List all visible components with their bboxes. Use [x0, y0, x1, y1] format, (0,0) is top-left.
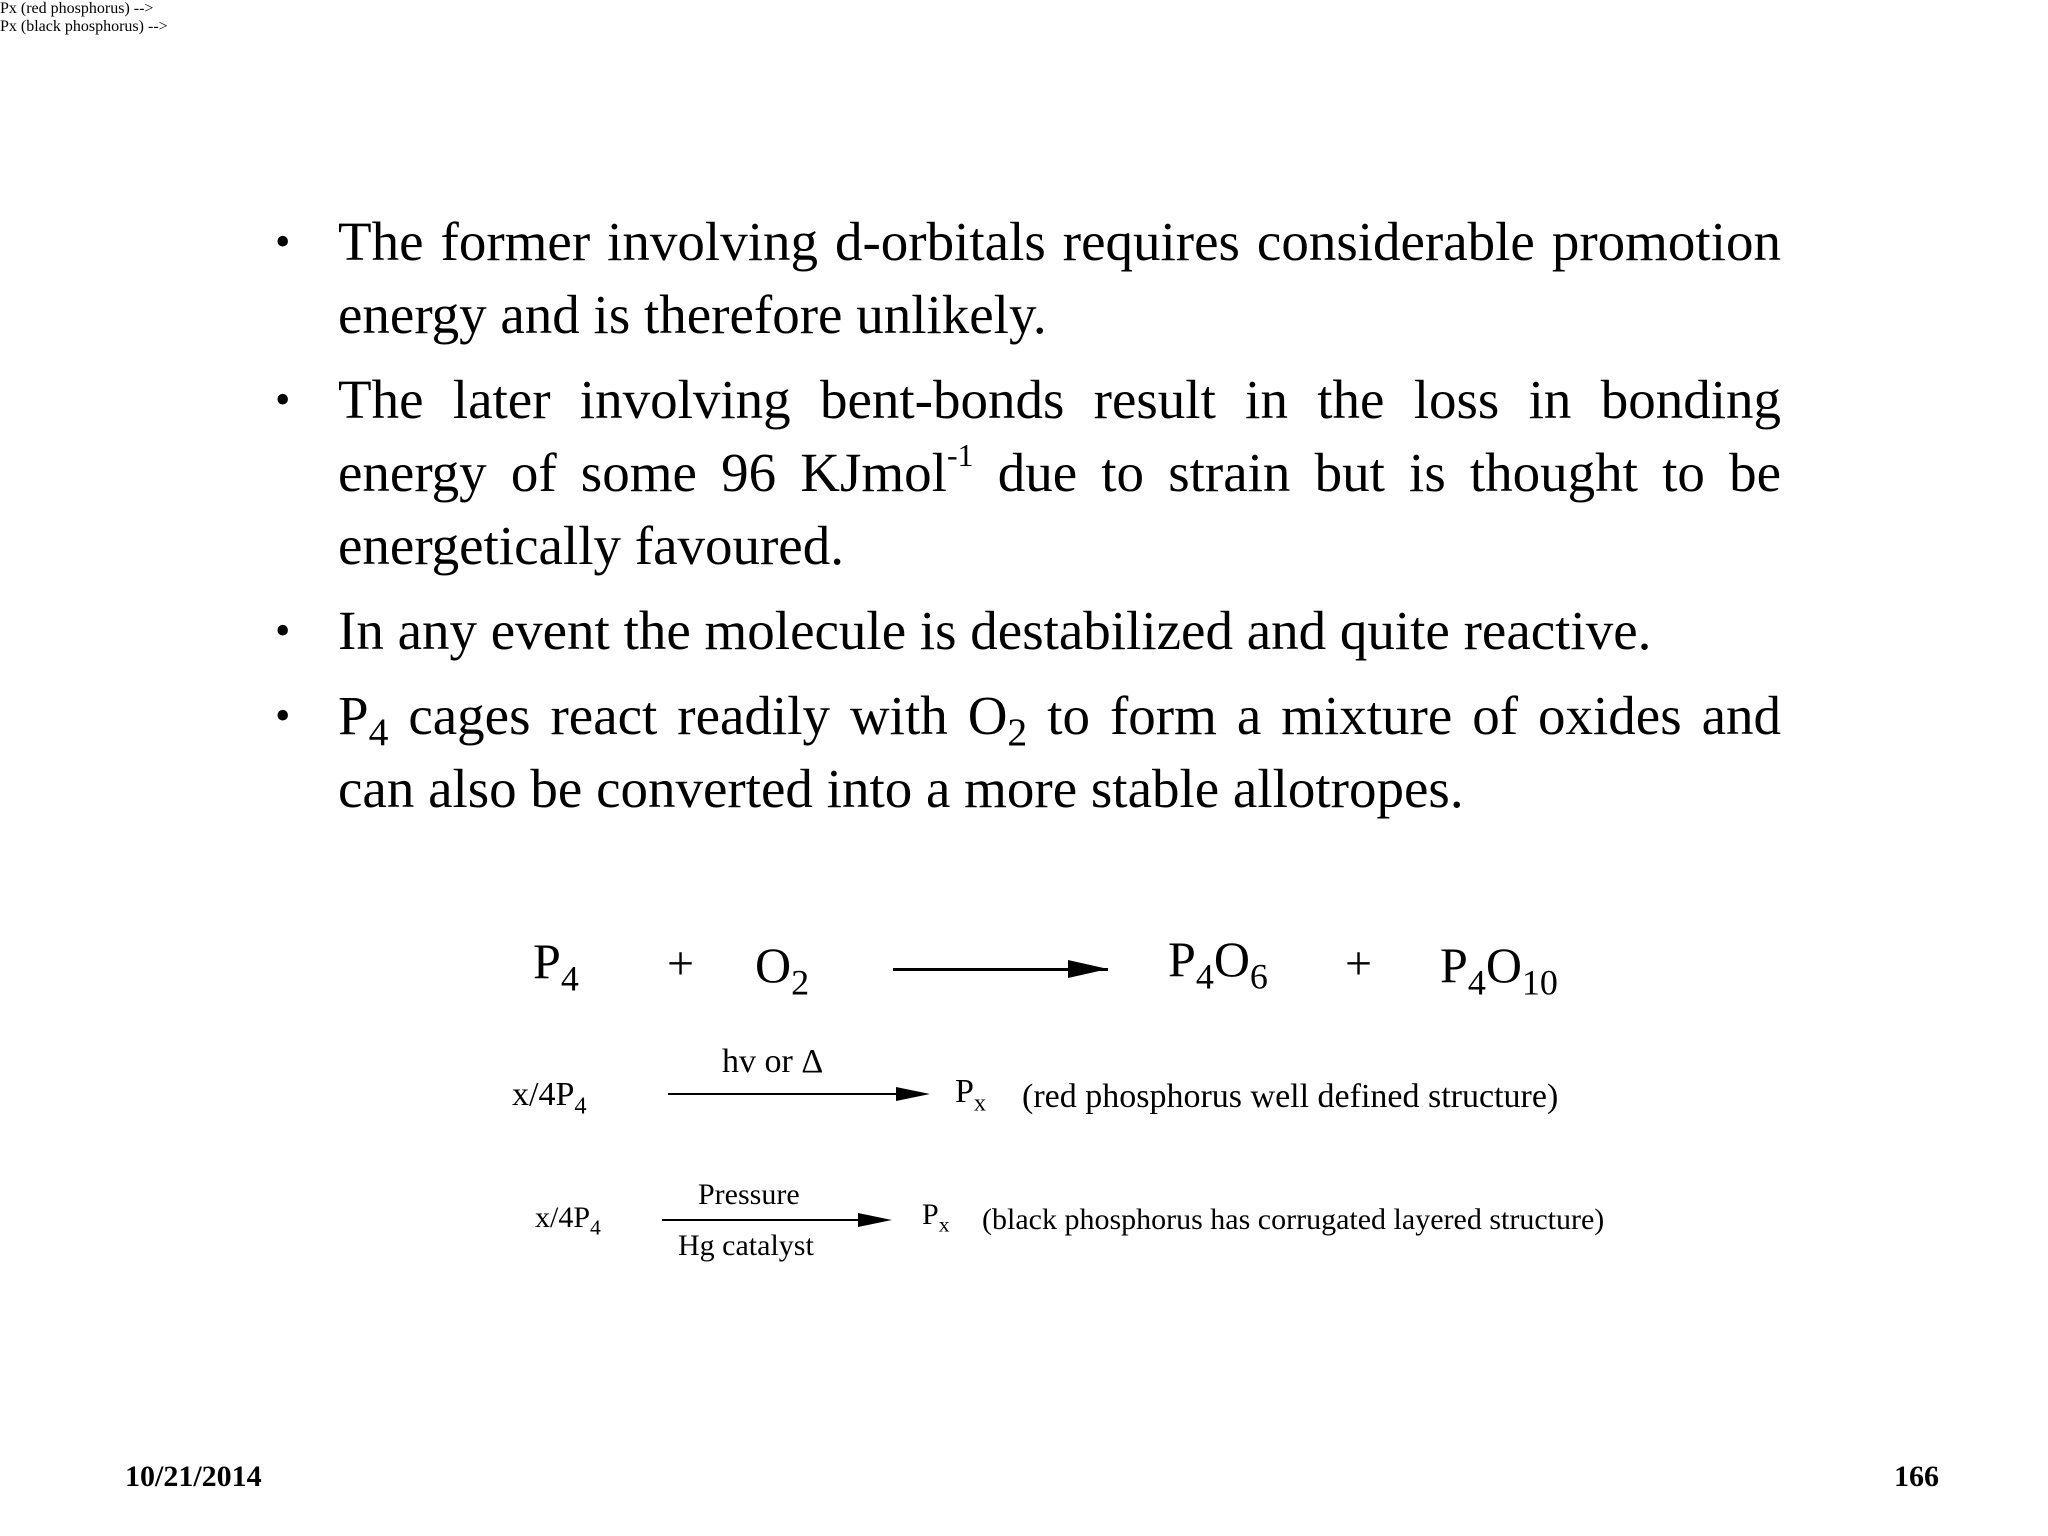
bullet-marker: • [275, 606, 291, 655]
reaction-arrow-head [896, 1087, 930, 1101]
product-note: (black phosphorus has corrugated layered structure) [982, 1203, 1605, 1236]
slide: • The former involving d-orbitals requires considerable promotion energy and is therefore unlikely. • The later involving bent-bonds result in the loss in bonding energy of some 96 KJmol$^{-1}$ due to strain but is thought to be energetically favoured. • In any event the molecule is destabilized and quite reactive. • $P_4$ cages react readily with $O_2$ to form a mixture of oxides and can also be converted into a more stable allotropes. $P_4$ + $O_2$ $P_4O_6$ + $P_4O_{10}$ Px (red phosphorus) --> $x/4P_4$ hv or Δ $P_x$ (red phosphorus well defined structure) Px (black phosphorus) --> $x/4P_4$ Pressure Hg catalyst $P_x$ (black phosphorus has corrugated layered structure) 10/21/2014 166 [0, 0, 1939, 1493]
bullet-list [275, 205, 1781, 837]
reaction-arrow-head [858, 1213, 892, 1227]
product-p4o6: $P_4O_6$ [1168, 931, 1268, 997]
bullet-marker: • [275, 217, 291, 266]
bullet-text: The former involving d-orbitals requires considerable promotion energy and is therefore unlikely. [338, 211, 1781, 345]
footer-date: 10/21/2014 [125, 1460, 262, 1493]
reactant-x4p4: $x/4P_4$ [535, 1201, 601, 1240]
bullet-text: cages react readily with O [388, 685, 1008, 746]
reactant-p4: $P_4$ [533, 933, 579, 999]
bullet-text: In any event the molecule is destabilized and quite reactive. [338, 600, 1652, 661]
bullet-text: due to strain but is thought to be energetically favoured. [338, 442, 1781, 576]
bullet-item [275, 205, 1781, 351]
bullet-item [275, 363, 1781, 582]
plus-sign: + [1345, 937, 1373, 990]
product-p4o10: $P_4O_{10}$ [1440, 937, 1558, 1003]
reaction-condition: hv or Δ [722, 1043, 824, 1080]
product-note: (red phosphorus well defined structure) [1022, 1078, 1559, 1115]
bullet-marker: • [275, 691, 291, 740]
bullet-text: The later involving bent-bonds result in the loss in bonding energy of some 96 KJmol [338, 369, 1781, 503]
product-px: $P_x$ [922, 1198, 950, 1237]
reaction-arrow-head [1068, 960, 1108, 978]
reaction-condition-top: Pressure [698, 1178, 800, 1211]
bullet-marker: • [275, 375, 291, 424]
superscript: -1 [946, 438, 974, 474]
reaction-arrow-line [668, 1093, 898, 1095]
plus-sign: + [667, 937, 695, 990]
subscript: 2 [1007, 710, 1028, 755]
reaction-arrow-line [662, 1219, 862, 1221]
reactant-x4p4: $x/4P_4$ [512, 1076, 587, 1120]
reaction-condition-bottom: Hg catalyst [678, 1229, 814, 1262]
product-px: $P_x$ [955, 1073, 987, 1117]
bullet-text: to form a mixture of oxides and can also be converted into a more stable allotropes. [338, 685, 1782, 819]
reactant-o2: $O_2$ [755, 937, 810, 1003]
subscript: 4 [368, 710, 389, 755]
bullet-item [275, 679, 1781, 825]
bullet-item [275, 594, 1781, 667]
bullet-text: P [338, 685, 369, 746]
footer-page-number: 166 [1894, 1460, 1939, 1493]
